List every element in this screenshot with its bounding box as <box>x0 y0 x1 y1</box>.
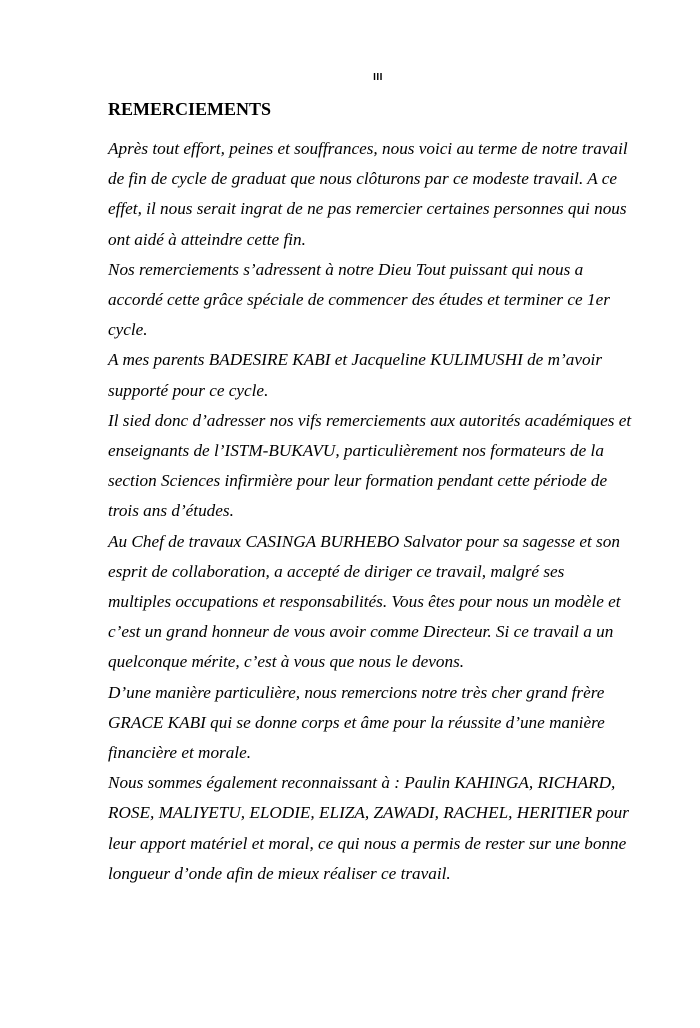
text-line: Au Chef de travaux CASINGA BURHEBO Salvator pour sa sagesse et son <box>108 531 620 551</box>
text-line: D’une manière particulière, nous remercions notre très cher grand frère <box>108 682 605 702</box>
text-line: Après tout effort, peines et souffrances, nous voici au terme de notre travail <box>108 139 628 158</box>
text-line: quelconque mérite, c’est à vous que nous le devons. <box>108 652 465 672</box>
text-line: de fin de cycle de graduat que nous clôturons par ce modeste travail. A ce <box>108 169 617 189</box>
text-line: Nous sommes également reconnaissant à : Paulin KAHINGA, RICHARD, <box>108 773 616 793</box>
text-line: effet, il nous serait ingrat de ne pas remercier certaines personnes qui nous <box>108 199 627 219</box>
text-line: enseignants de l’ISTM-BUKAVU, particulièrement nos formateurs de la <box>108 441 604 461</box>
page-title: REMERCIEMENTS <box>108 99 272 119</box>
text-line: c’est un grand honneur de vous avoir comme Directeur. Si ce travail a un <box>108 622 614 642</box>
text-line: ROSE, MALIYETU, ELODIE, ELIZA, ZAWADI, RACHEL, HERITIER pour <box>108 803 629 823</box>
text-line: multiples occupations et responsabilités. Vous êtes pour nous un modèle et <box>108 592 621 612</box>
text-line: financière et morale. <box>108 743 252 763</box>
text-line: supporté pour ce cycle. <box>108 380 269 400</box>
text-line: cycle. <box>108 320 148 340</box>
acknowledgements-text <box>108 134 668 889</box>
text-line: GRACE KABI qui se donne corps et âme pour la réussite d’une manière <box>108 712 605 732</box>
text-line: section Sciences infirmière pour leur formation pendant cette période de <box>108 471 608 491</box>
text-line: ont aidé à atteindre cette fin. <box>108 229 306 249</box>
text-line: trois ans d’études. <box>108 501 234 521</box>
text-line: longueur d’onde afin de mieux réaliser ce travail. <box>108 863 451 883</box>
text-line: leur apport matériel et moral, ce qui nous a permis de rester sur une bonne <box>108 833 627 853</box>
text-line: accordé cette grâce spéciale de commencer des études et terminer ce 1er <box>108 290 610 310</box>
text-line: Il sied donc d’adresser nos vifs remerciements aux autorités académiques et <box>108 410 632 430</box>
text-line: Nos remerciements s’adressent à notre Dieu Tout puissant qui nous a <box>108 259 584 279</box>
text-line: A mes parents BADESIRE KABI et Jacqueline KULIMUSHI de m’avoir <box>108 350 603 370</box>
page-number: III <box>373 72 383 83</box>
text-line: esprit de collaboration, a accepté de diriger ce travail, malgré ses <box>108 561 565 581</box>
